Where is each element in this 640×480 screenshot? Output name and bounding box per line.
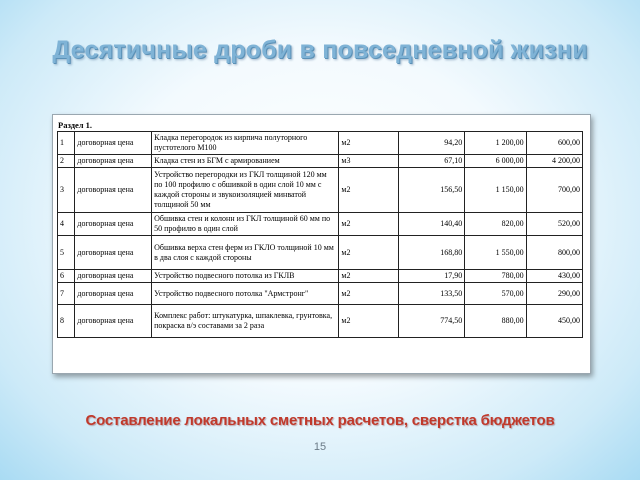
row-description: Устройство подвесного потолка "Армстронг" [152, 283, 339, 305]
row-unit: м2 [339, 283, 398, 305]
row-unit: м2 [339, 236, 398, 270]
row-number: 5 [58, 236, 75, 270]
row-total: 430,00 [526, 270, 582, 283]
row-quantity: 17,90 [398, 270, 465, 283]
row-price: 570,00 [465, 283, 526, 305]
row-description: Кладка стен из БГМ с армированием [152, 155, 339, 168]
row-price: 1 550,00 [465, 236, 526, 270]
row-quantity: 156,50 [398, 168, 465, 213]
table-row [58, 155, 583, 168]
row-unit: м2 [339, 132, 398, 155]
row-quantity: 774,50 [398, 305, 465, 338]
row-quantity: 67,10 [398, 155, 465, 168]
table-row [58, 236, 583, 270]
row-unit: м2 [339, 213, 398, 236]
row-description: Обшивка стен и колонн из ГКЛ толщиной 60 мм по 50 профилю в один слой [152, 213, 339, 236]
row-quantity: 133,50 [398, 283, 465, 305]
row-price: 6 000,00 [465, 155, 526, 168]
row-total: 450,00 [526, 305, 582, 338]
row-quantity: 94,20 [398, 132, 465, 155]
row-description: Устройство подвесного потолка из ГКЛВ [152, 270, 339, 283]
row-price: 780,00 [465, 270, 526, 283]
row-total: 700,00 [526, 168, 582, 213]
row-number: 4 [58, 213, 75, 236]
slide-subtitle: Составление локальных сметных расчетов, сверстка бюджетов [85, 412, 555, 429]
row-price: 1 150,00 [465, 168, 526, 213]
estimate-document [52, 114, 591, 374]
row-number: 2 [58, 155, 75, 168]
row-number: 3 [58, 168, 75, 213]
row-total: 290,00 [526, 283, 582, 305]
row-unit: м3 [339, 155, 398, 168]
row-price-type: договорная цена [75, 305, 152, 338]
section-label: Раздел 1. [58, 120, 93, 130]
row-unit: м2 [339, 168, 398, 213]
row-price: 1 200,00 [465, 132, 526, 155]
row-price-type: договорная цена [75, 236, 152, 270]
row-description: Комплекс работ: штукатурка, шпаклевка, грунтовка, покраска в/э составами за 2 раза [152, 305, 339, 338]
row-quantity: 168,80 [398, 236, 465, 270]
row-price-type: договорная цена [75, 168, 152, 213]
row-price-type: договорная цена [75, 132, 152, 155]
table-row [58, 283, 583, 305]
row-number: 8 [58, 305, 75, 338]
page-number: 15 [313, 441, 327, 453]
row-total: 4 200,00 [526, 155, 582, 168]
row-total: 520,00 [526, 213, 582, 236]
row-unit: м2 [339, 270, 398, 283]
row-price-type: договорная цена [75, 270, 152, 283]
row-price: 880,00 [465, 305, 526, 338]
row-price-type: договорная цена [75, 283, 152, 305]
table-row [58, 270, 583, 283]
row-price-type: договорная цена [75, 213, 152, 236]
row-price-type: договорная цена [75, 155, 152, 168]
row-price: 820,00 [465, 213, 526, 236]
row-total: 800,00 [526, 236, 582, 270]
row-description: Обшивка верха стен ферм из ГКЛО толщиной 10 мм в два слоя с каждой стороны [152, 236, 339, 270]
row-quantity: 140,40 [398, 213, 465, 236]
table-row [58, 132, 583, 155]
row-number: 6 [58, 270, 75, 283]
row-number: 1 [58, 132, 75, 155]
row-total: 600,00 [526, 132, 582, 155]
row-unit: м2 [339, 305, 398, 338]
row-description: Кладка перегородок из кирпича полуторного пустотелого М100 [152, 132, 339, 155]
row-number: 7 [58, 283, 75, 305]
row-description: Устройство перегородки из ГКЛ толщиной 120 мм по 100 профилю с обшивкой в один слой 10 мм с каждой стороны и звукоизоляцией минватой толщиной 50 мм [152, 168, 339, 213]
slide-title: Десятичные дроби в повседневной жизни [52, 36, 588, 64]
table-row [58, 213, 583, 236]
table-row [58, 305, 583, 338]
table-row [58, 168, 583, 213]
estimate-table [57, 131, 583, 338]
